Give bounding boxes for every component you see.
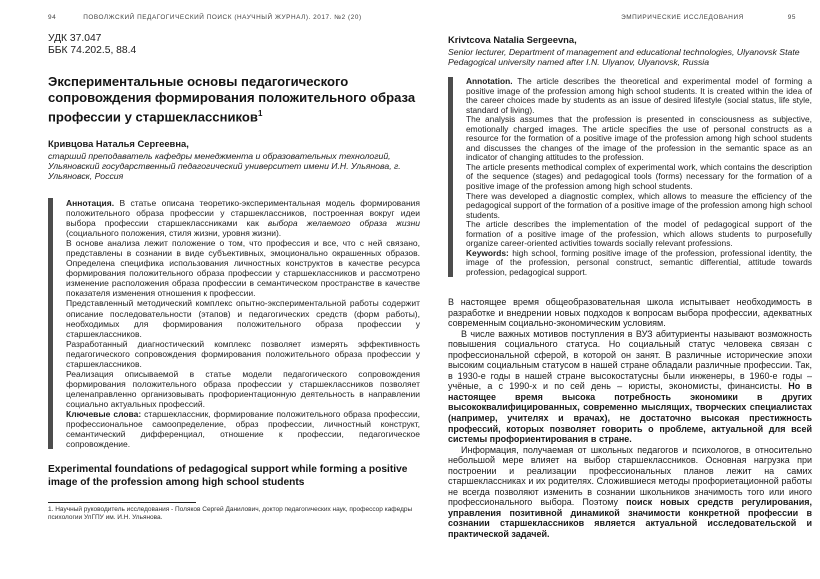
footnote-block — [48, 502, 420, 522]
author-name-en: Krivtcova Natalia Sergeevna, — [448, 34, 577, 45]
bbk-code: ББК 74.202.5, 88.4 — [48, 45, 137, 57]
article-body — [448, 297, 812, 540]
paragraph — [66, 369, 420, 409]
annotation-block-ru — [48, 198, 420, 449]
paragraph — [448, 445, 812, 540]
section-title: ЭМПИРИЧЕСКИЕ ИССЛЕДОВАНИЯ — [621, 14, 744, 21]
journal-title: ПОВОЛЖСКИЙ ПЕДАГОГИЧЕСКИЙ ПОИСК (НАУЧНЫЙ ЖУРНАЛ). 2017. №2 (20) — [83, 14, 362, 21]
text-segment-b: Но в настоящее время высока потребность экономики в других высококвалифицированных, современно мыслящих, творческих специалистах (например, учителях и врачах), не достаточно высокая престижность профессий, которых позволяет говорить о проблеме, актуальной для всей системы профориентирования в стране. — [448, 381, 812, 445]
text-segment: The analysis assumes that the profession is presented in consciousness as subjective, emotionally charged images. The article specifies the use of personal constructs as a resource for the formation of a positive image of the profession among high school students and discusses the changes of the image of the profession in the semantic space as an indicator of changing attitudes to the profession. — [466, 114, 812, 163]
text-segment-b: Аннотация. — [66, 198, 120, 208]
paragraph — [66, 298, 420, 338]
text-segment: старшеклассник, формирование положительного образа профессии, профессиональное самоопределение, образ профессии, личностный конструкт, семантический дифференциал, отношение к профессии, педагогическое сопровождение. — [66, 408, 420, 450]
footnote-rule — [48, 502, 196, 503]
udk-code: УДК 37.047 — [48, 33, 102, 44]
text-segment: The article describes the implementation of the model of pedagogical support of the formation of a positive image of the profession, which allows students to purposefully organize career-oriented activities towards socially relevant professions. — [466, 219, 812, 249]
text-segment: В основе анализа лежит положение о том, что профессия и все, что с ней связано, представлены в сознании в виде субъективных, эмоционально окрашенных образов. Определена специфика использования личностных конструктов в качестве ресурса формирования положительного образа профессии у старшеклассников и рассмотрено изменение расположения образа профессии в семантическом пространстве в качестве показателя изменения отношения к профессии. — [66, 238, 420, 299]
text-segment-b: поиск новых средств регулирования, управления позитивной динамикой значимости конкретной профессии в сознании старшеклассников является актуальной исследовательской и практической задачей. — [448, 497, 812, 540]
paragraph — [466, 77, 812, 115]
text-segment: The article presents methodical complex of experimental work, which contains the description of the sequence (stages) and pedagogical tools (forms) necessary for the formation of a positive image of the profession among high school students. — [466, 161, 812, 192]
text-segment: Разработанный диагностический комплекс позволяет измерять эффективность педагогического сопровождения формирования положительного образа профессии у старшеклассников. — [66, 338, 420, 369]
paragraph — [66, 238, 420, 298]
running-head-right — [448, 14, 812, 21]
paragraph — [66, 409, 420, 449]
text-segment: (социального положения, стиля жизни, уровня жизни). — [66, 228, 282, 239]
author-block-en — [448, 34, 812, 67]
text-segment: В числе важных мотивов поступления в ВУЗ абитуриенты называют возможность повышения социального статуса. Но социальный статус человека связан с профессиональной сферой, в которой он занят. В различные исторические эпохи высоким социальным статусом в нашей стране обладали различные профессии. Так, в 1930-е годы в нашей стране высокостатусны были инженеры, в 1960-е годы – учёные, а с 1990-х и по сей день – юристы, экономисты, финансисты. — [448, 328, 812, 392]
author-affiliation-ru: старший преподаватель кафедры менеджмента и образовательных технологий, Ульяновский государственный педагогический университет имени И.Н. Ульянова, г. Ульяновск, Россия — [48, 150, 401, 182]
paragraph — [448, 329, 812, 445]
text-segment: The article describes the theoretical and experimental model of forming a positive image of the profession among high school students. It is created within the idea of the career choices made by students as an issue of desired lifestyle (social status, life style, standard of living). — [466, 76, 813, 115]
footnote-text: 1. Научный руководитель исследования - Поляков Сергей Данилович, доктор педагогических наук, профессор кафедры психологии УлГПУ им. И.Н. Ульянова. — [48, 505, 413, 521]
text-segment: high school, forming positive image of the profession, professional identity, the image of the profession, personal construct, semantic differential, attitude towards profession, pedagogical support. — [466, 247, 812, 277]
paragraph — [466, 115, 812, 163]
text-segment: Информация, получаемая от школьных педагогов и психологов, в относительно небольшой мере влияет на выбор старшеклассников. Основная нагрузка при построении и реализации профессиональных планов лежит на самих старшеклассниках и их родителях. Сложившиеся методы профориетационной работы не всегда позволяют изменить в сознании школьников значимость того или иного профессионального выбора. Поэтому — [448, 444, 812, 508]
title-footnote-mark: 1 — [257, 108, 263, 118]
page-left — [48, 0, 420, 579]
article-title-ru — [48, 74, 420, 125]
text-segment-b: Annotation. — [466, 76, 518, 86]
text-segment: В статье описана теоретико-экспериментальная модель формирования положительного образа профессии у старшеклассников, построенная вокруг идеи выбора профессии старшеклассниками как — [66, 198, 420, 229]
classification-codes — [48, 33, 136, 58]
text-segment: There was developed a diagnostic complex, which allows to measure the efficiency of the pedagogical support of the formation of a positive image of the profession among high school students. — [466, 190, 812, 220]
text-segment: Представленный методический комплекс опытно-экспериментальной работы содержит описание последовательности (этапов) и педагогических средств (форм работы), необходимых для формирования положительного образа профессии у старшеклассников. — [66, 298, 420, 339]
author-affiliation-en: Senior lecturer, Department of management and educational technologies, Ulyanovsk State Pedagogical university named after I.N. Ulyanov, Ulyanovsk, Russia — [448, 46, 800, 67]
paragraph — [466, 220, 812, 249]
page-number-left: 94 — [48, 14, 57, 21]
paragraph — [466, 192, 812, 221]
paragraph — [66, 198, 420, 238]
annotation-block-en — [448, 77, 812, 277]
paragraph — [448, 297, 812, 329]
running-head-left — [48, 14, 420, 21]
author-block-ru — [48, 138, 420, 182]
text-segment-b: Keywords: — [466, 247, 513, 258]
paragraph — [466, 163, 812, 192]
page-right — [448, 0, 812, 579]
article-title-text: Экспериментальные основы педагогического сопровождения формирования положительного образа профессии у старшеклассников — [48, 74, 416, 125]
text-segment: Реализация описываемой в статье модели педагогического сопровождения формирования положительного образа профессии у старшеклассников позволяет целенаправленно организовывать профориентационную деятельность в направлении социально актуальных профессий. — [66, 368, 420, 409]
author-name-ru: Кривцова Наталья Сергеевна, — [48, 138, 189, 149]
paragraph — [66, 339, 420, 369]
page-number-right: 95 — [787, 14, 796, 21]
text-segment-i: выбора желаемого образа жизни — [267, 218, 420, 229]
article-title-en: Experimental foundations of pedagogical support while forming a positive image of the profession among high school students — [48, 464, 408, 488]
paragraph — [466, 249, 812, 278]
text-segment-b: Ключевые слова: — [66, 408, 145, 419]
text-segment: В настоящее время общеобразовательная школа испытывает необходимость в разработке и внедрении новых подходов к вопросам выбора профессии, адекватных современным социально-экономическим условиям. — [448, 297, 812, 329]
